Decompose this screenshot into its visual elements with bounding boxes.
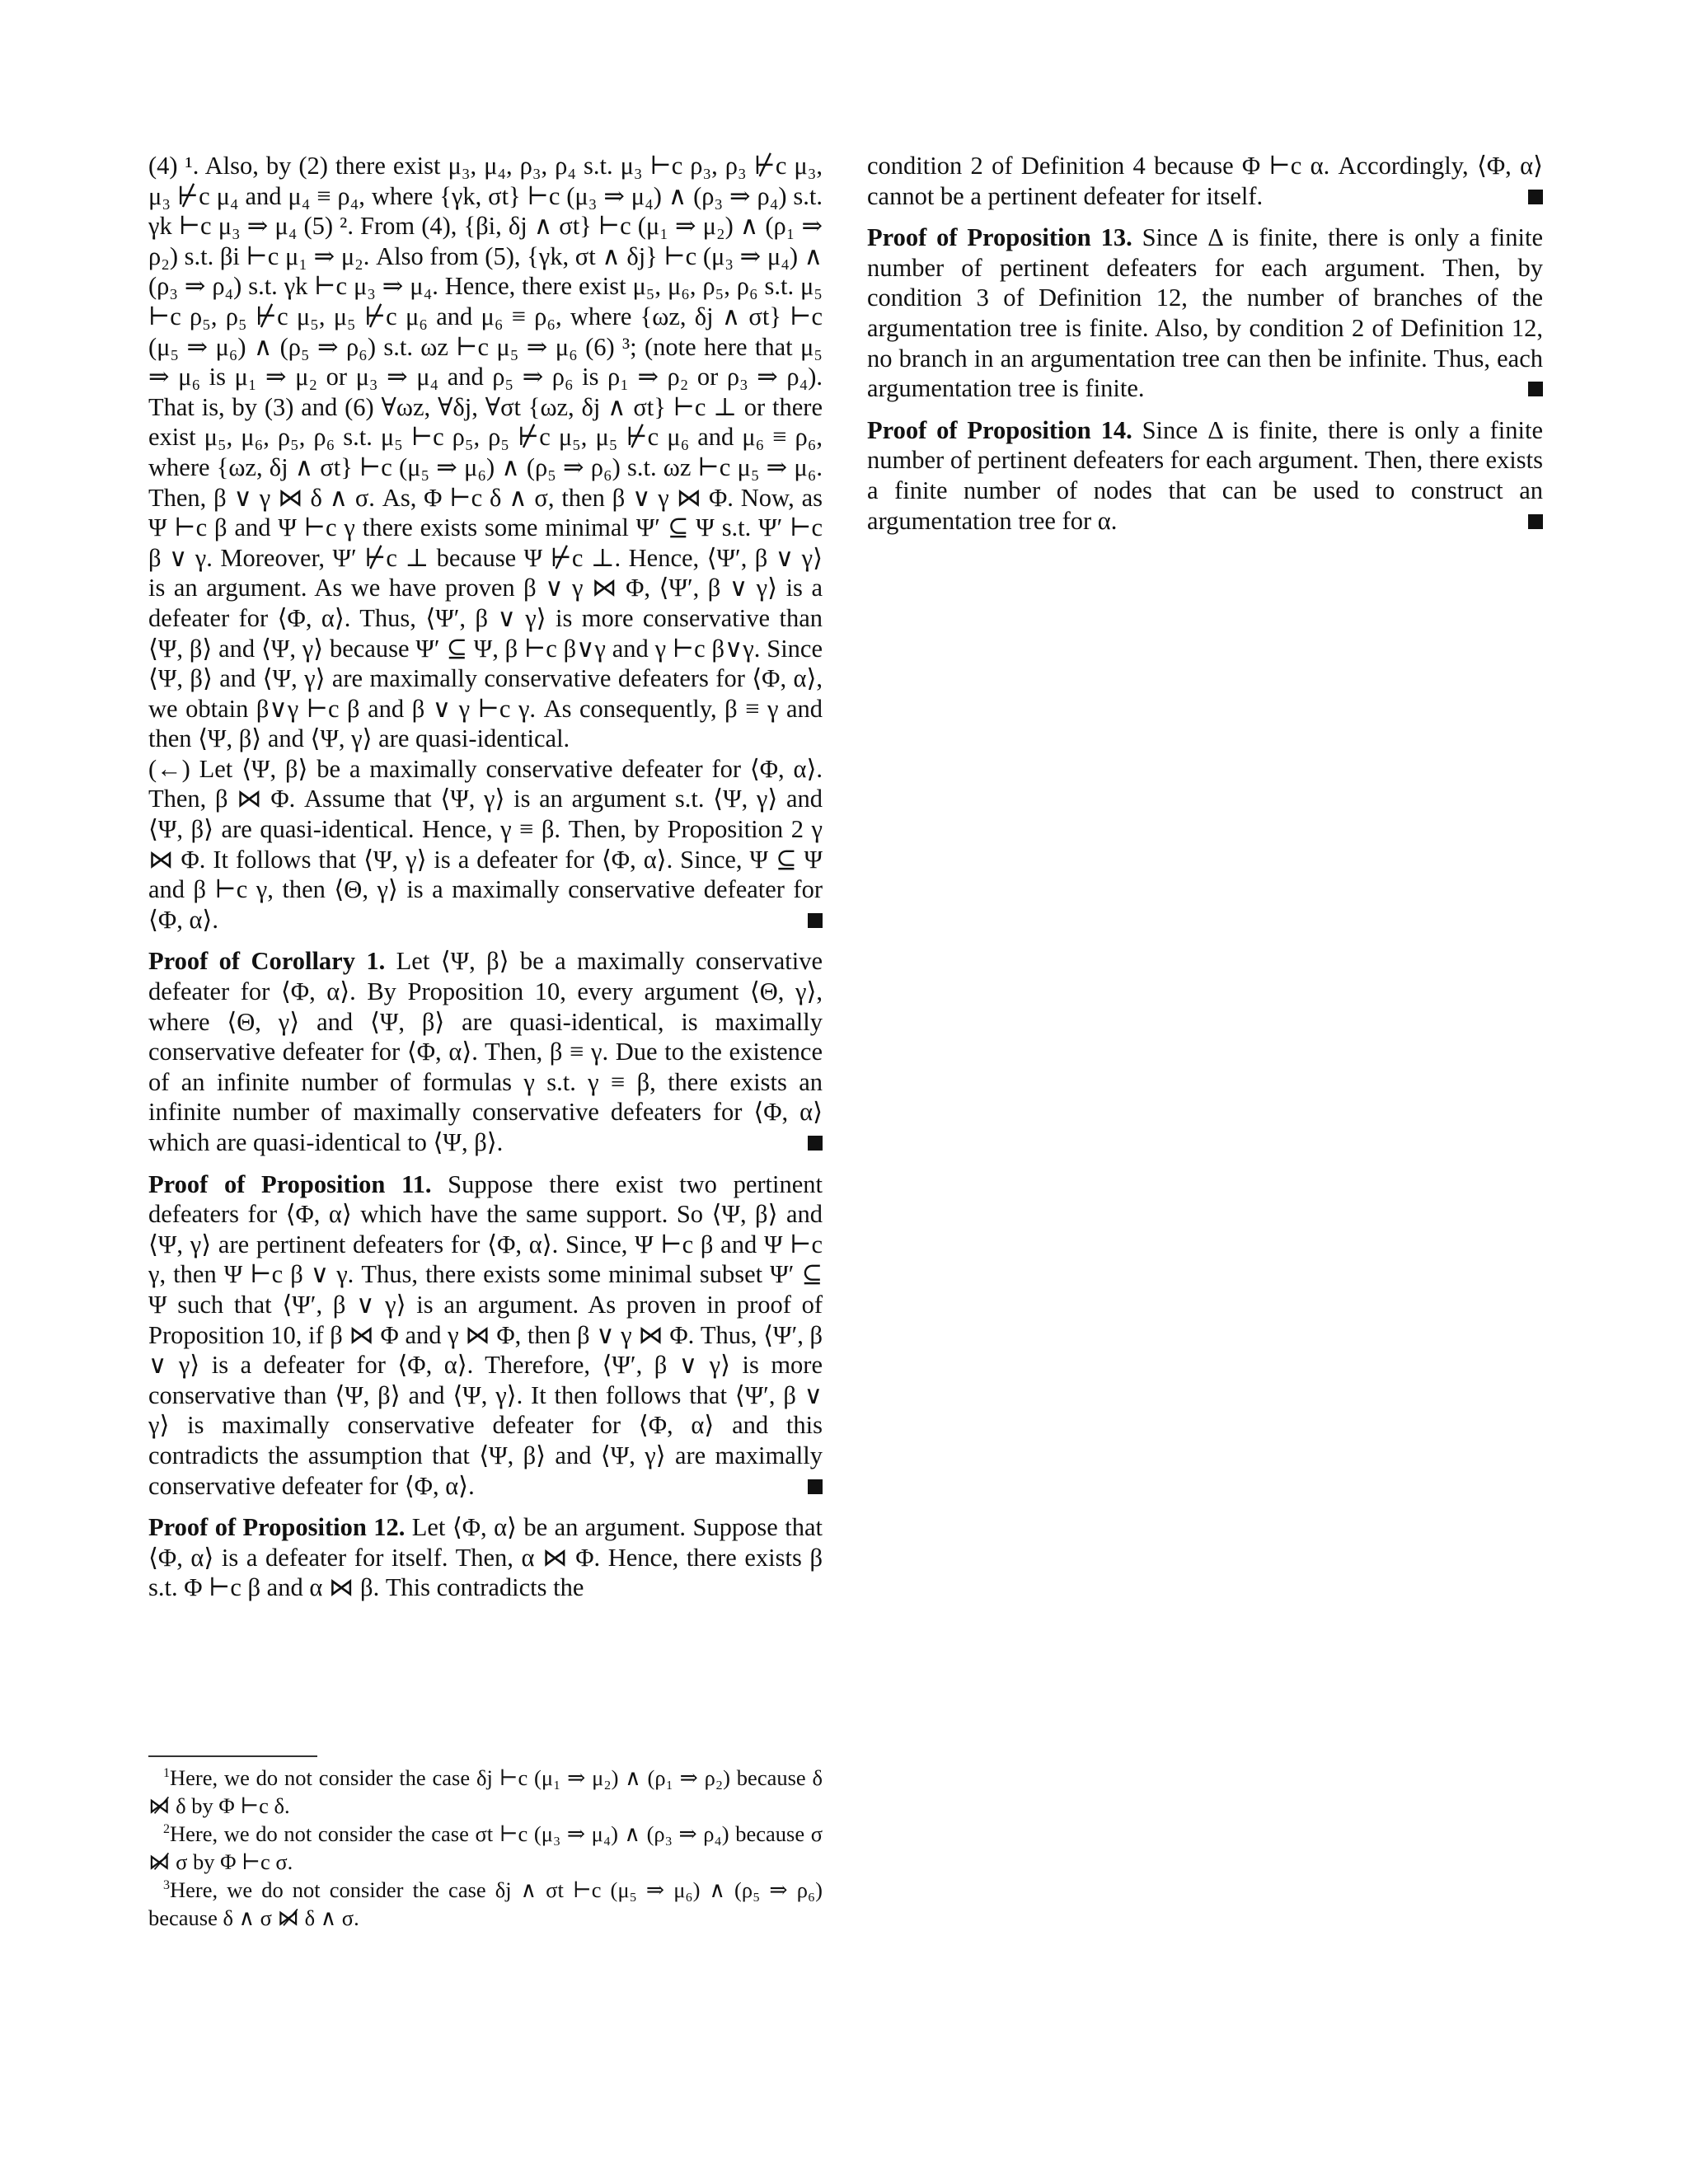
- paragraph-proof-continuation: (4) ¹. Also, by (2) there exist μ₃, μ₄, ρ₃, ρ₄ s.t. μ₃ ⊢c ρ₃, ρ₃ ⊬c μ₃, μ₃ ⊬c μ₄ and μ₄ ≡ ρ₄, where {γk, σt} ⊢c (μ₃ ⇒ μ₄) ∧ (ρ₃ ⇒ ρ₄) s.t. γk ⊢c μ₃ ⇒ μ₄ (5) ². From (4), {βi, δj ∧ σt} ⊢c (μ₁ ⇒ μ₂) ∧ (ρ₁ ⇒ ρ₂) s.t. βi ⊢c μ₁ ⇒ μ₂. Also from (5), {γk, σt ∧ δj} ⊢c (μ₃ ⇒ μ₄) ∧ (ρ₃ ⇒ ρ₄) s.t. γk ⊢c μ₃ ⇒ μ₄. Hence, there exist μ₅, μ₆, ρ₅, ρ₆ s.t. μ₅ ⊢c ρ₅, ρ₅ ⊬c μ₅, μ₅ ⊬c μ₆ and μ₆ ≡ ρ₆, where {ωz, δj ∧ σt} ⊢c (μ₅ ⇒ μ₆) ∧ (ρ₅ ⇒ ρ₆) s.t. ωz ⊢c μ₅ ⇒ μ₆ (6) ³; (note here that μ₅ ⇒ μ₆ is μ₁ ⇒ μ₂ or μ₃ ⇒ μ₄ and ρ₅ ⇒ ρ₆ is ρ₁ ⇒ ρ₂ or ρ₃ ⇒ ρ₄). That is, by (3) and (6) ∀ωz, ∀δj, ∀σt {ωz, δj ∧ σt} ⊢c ⊥ or there exist μ₅, μ₆, ρ₅, ρ₆ s.t. μ₅ ⊢c ρ₅, ρ₅ ⊬c μ₅, μ₅ ⊬c μ₆ and μ₆ ≡ ρ₆, where {ωz, δj ∧ σt} ⊢c (μ₅ ⇒ μ₆) ∧ (ρ₅ ⇒ ρ₆) s.t. ωz ⊢c μ₅ ⇒ μ₆. Then, β ∨ γ ⋈ δ ∧ σ. As, Φ ⊢c δ ∧ σ, then β ∨ γ ⋈ Φ. Now, as Ψ ⊢c β and Ψ ⊢c γ there exists some minimal Ψ′ ⊆ Ψ s.t. Ψ′ ⊢c β ∨ γ. Moreover, Ψ′ ⊬c ⊥ because Ψ ⊬c ⊥. Hence, ⟨Ψ′, β ∨ γ⟩ is an argument. As we have proven β ∨ γ ⋈ Φ, ⟨Ψ′, β ∨ γ⟩ is a defeater for ⟨Φ, α⟩. Thus, ⟨Ψ′, β ∨ γ⟩ is more conservative than ⟨Ψ, β⟩ and ⟨Ψ, γ⟩ because Ψ′ ⊆ Ψ, β ⊢c β∨γ and γ ⊢c β∨γ. Since ⟨Ψ, β⟩ and ⟨Ψ, γ⟩ are maximally conservative defeaters for ⟨Φ, α⟩, we obtain β∨γ ⊢c β and β ∨ γ ⊢c γ. As consequently, β ≡ γ and then ⟨Ψ, β⟩ and ⟨Ψ, γ⟩ are quasi-identical.: [148, 152, 823, 753]
- proof-proposition-11: [148, 1169, 823, 1502]
- footnote-mark: 1: [163, 1766, 170, 1781]
- proof-corollary-1: [148, 946, 823, 1157]
- proof-heading: Proof of Proposition 14.: [867, 415, 1132, 444]
- qed-square-icon: [808, 1136, 823, 1151]
- proof-proposition-13: [867, 223, 1543, 404]
- footnote-2: [148, 1820, 823, 1876]
- proof-proposition-12-continued: [867, 151, 1543, 211]
- paragraph-text: (←) Let ⟨Ψ, β⟩ be a maximally conservative defeater for ⟨Φ, α⟩. Then, β ⋈ Φ. Assume that ⟨Ψ, γ⟩ is an argument s.t. ⟨Ψ, γ⟩ and ⟨Ψ, β⟩ are quasi-identical. Hence, γ ≡ β. Then, by Proposition 2 γ ⋈ Φ. It follows that ⟨Ψ, γ⟩ is a defeater for ⟨Φ, α⟩. Since, Ψ ⊆ Ψ and β ⊢c γ, then ⟨Θ, γ⟩ is a maximally conservative defeater for ⟨Φ, α⟩.: [148, 754, 823, 934]
- proof-body: Since Δ is finite, there is only a finite number of pertinent defeaters for each argument. Then, by condition 3 of Definition 12, the number of branches of the argumentation tree is finite. Also, by condition 2 of Definition 12, no branch in an argumentation tree can then be infinite. Thus, each argumentation tree is finite.: [867, 223, 1544, 403]
- proof-heading: Proof of Corollary 1.: [148, 947, 386, 976]
- qed-square-icon: [1528, 514, 1543, 529]
- qed-square-icon: [1528, 190, 1543, 204]
- proof-proposition-12: [148, 1512, 823, 1603]
- qed-square-icon: [808, 913, 823, 928]
- proof-body: Suppose there exist two pertinent defeaters for ⟨Φ, α⟩ which have the same support. So ⟨Ψ, β⟩ and ⟨Ψ, γ⟩ are pertinent defeaters for ⟨Φ, α⟩. Since, Ψ ⊢c β and Ψ ⊢c γ, then Ψ ⊢c β ∨ γ. Thus, there exists some minimal subset Ψ′ ⊆ Ψ such that ⟨Ψ′, β ∨ γ⟩ is an argument. As proven in proof of Proposition 10, if β ⋈ Φ and γ ⋈ Φ, then β ∨ γ ⋈ Φ. Thus, ⟨Ψ′, β ∨ γ⟩ is a defeater for ⟨Φ, α⟩. Therefore, ⟨Ψ′, β ∨ γ⟩ is more conservative than ⟨Ψ, β⟩ and ⟨Ψ, γ⟩. It then follows that ⟨Ψ′, β ∨ γ⟩ is maximally conservative defeater for ⟨Φ, α⟩ and this contradicts the assumption that ⟨Ψ, β⟩ and ⟨Ψ, γ⟩ are maximally conservative defeater for ⟨Φ, α⟩.: [148, 1169, 823, 1500]
- proof-body: condition 2 of Definition 4 because Φ ⊢c α. Accordingly, ⟨Φ, α⟩ cannot be a pertinent defeater for itself.: [867, 152, 1543, 210]
- footnote-mark: 3: [163, 1878, 170, 1893]
- right-column: [867, 151, 1543, 536]
- footnote-mark: 2: [163, 1822, 170, 1837]
- footnotes: [148, 1755, 823, 1932]
- footnote-3: [148, 1876, 823, 1932]
- qed-square-icon: [808, 1479, 823, 1494]
- proof-body: Let ⟨Φ, α⟩ be an argument. Suppose that ⟨Φ, α⟩ is a defeater for itself. Then, α ⋈ Φ. Hence, there exists β s.t. Φ ⊢c β and α ⋈ β. This contradicts the: [148, 1513, 823, 1602]
- proof-proposition-14: [867, 415, 1543, 536]
- footnote-text: Here, we do not consider the case δj ∧ σt ⊢c (μ₅ ⇒ μ₆) ∧ (ρ₅ ⇒ ρ₆) because δ ∧ σ ⋈̸ δ ∧ σ.: [148, 1877, 823, 1930]
- proof-heading: Proof of Proposition 13.: [867, 223, 1132, 252]
- proof-body: Let ⟨Ψ, β⟩ be a maximally conservative defeater for ⟨Φ, α⟩. By Proposition 10, every argument ⟨Θ, γ⟩, where ⟨Θ, γ⟩ and ⟨Ψ, β⟩ are quasi-identical, is maximally conservative defeater for ⟨Φ, α⟩. Then, β ≡ γ. Due to the existence of an infinite number of formulas γ s.t. γ ≡ β, there exists an infinite number of maximally conservative defeaters for ⟨Φ, α⟩ which are quasi-identical to ⟨Ψ, β⟩.: [148, 947, 823, 1156]
- footnote-text: Here, we do not consider the case σt ⊢c (μ₃ ⇒ μ₄) ∧ (ρ₃ ⇒ ρ₄) because σ ⋈̸ σ by Φ ⊢c σ.: [148, 1821, 823, 1874]
- paragraph-reverse-direction: [148, 754, 823, 935]
- footnote-text: Here, we do not consider the case δj ⊢c (μ₁ ⇒ μ₂) ∧ (ρ₁ ⇒ ρ₂) because δ ⋈̸ δ by Φ ⊢c δ.: [148, 1765, 823, 1818]
- footnote-1: [148, 1764, 823, 1820]
- left-column: [148, 151, 823, 1603]
- qed-square-icon: [1528, 382, 1543, 396]
- proof-heading: Proof of Proposition 12.: [148, 1513, 406, 1542]
- proof-heading: Proof of Proposition 11.: [148, 1169, 432, 1198]
- proof-body: Since Δ is finite, there is only a finite number of pertinent defeaters for each argument. Then, there exists a finite number of nodes that can be used to construct an argumentation tree for α.: [867, 415, 1544, 535]
- footnote-rule: [148, 1755, 317, 1757]
